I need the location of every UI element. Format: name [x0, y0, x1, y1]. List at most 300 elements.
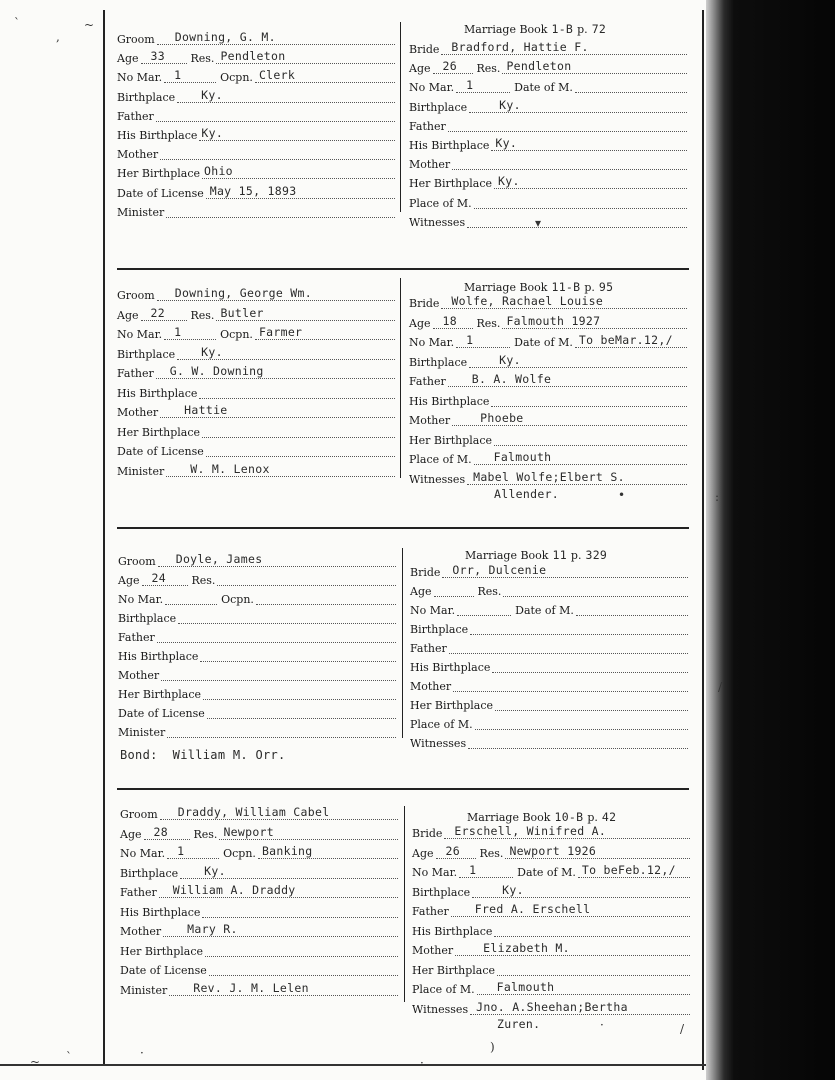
groom-mother-field	[117, 403, 395, 421]
groom-birthplace-field-line	[177, 345, 395, 360]
bride-witnesses-field-line	[467, 213, 687, 228]
bride-mother-field-line	[453, 677, 688, 692]
scan-speck: `	[66, 1050, 72, 1064]
groom-mar-ocpn-field	[120, 844, 398, 862]
groom-minister-field-label: Minister	[120, 983, 168, 997]
groom-mar-ocpn-field	[118, 590, 396, 608]
groom-license-date-field	[120, 961, 398, 979]
groom-minister-field-line	[169, 981, 398, 996]
bride-her-birthplace-field-line	[495, 696, 688, 711]
bride-her-birthplace-field-line	[497, 961, 690, 976]
groom-mother-field-label: Mother	[118, 669, 160, 682]
groom-age-res-field-value-2: Pendleton	[220, 49, 286, 64]
groom-age-res-field-line	[141, 306, 187, 321]
groom-mar-ocpn-field-line	[164, 68, 216, 83]
groom-age-res-field-line-2	[217, 571, 396, 586]
bride-place-field-label: Place of M.	[412, 983, 475, 996]
groom-mother-field-line	[160, 403, 395, 418]
bride-her-birthplace-field-label: Her Birthplace	[412, 963, 496, 977]
groom-license-date-field	[118, 704, 396, 722]
bride-birthplace-field-line	[469, 98, 687, 113]
groom-age-res-field-value-2: Butler	[220, 305, 264, 320]
bride-mar-date-field	[409, 333, 687, 351]
bride-mother-field-label: Mother	[412, 944, 454, 957]
bride-age-res-field-line-2	[503, 582, 688, 597]
groom-minister-field-line	[166, 203, 395, 218]
bride-birthplace-field-label: Birthplace	[409, 355, 468, 369]
bride-mar-date-field-line-2	[576, 601, 688, 616]
bride-father-field	[412, 902, 690, 920]
groom-mar-ocpn-field-label-2: Ocpn.	[221, 593, 254, 606]
groom-birthplace-field-value: Ky.	[204, 863, 226, 878]
scan-speck: /	[680, 1022, 685, 1036]
groom-age-res-field-value-2: Newport	[223, 824, 275, 839]
bride-name-field-label: Bride	[410, 566, 441, 579]
bride-place-field	[409, 194, 687, 212]
bride-mar-date-field	[412, 863, 690, 881]
bride-father-field	[409, 117, 687, 135]
bride-mar-date-field-line-2	[575, 78, 687, 93]
marriage-book-header	[467, 806, 616, 824]
groom-birthplace-field-label: Birthplace	[118, 612, 177, 625]
bride-name-field	[410, 563, 688, 581]
bride-her-birthplace-field-line	[494, 431, 687, 446]
bride-her-birthplace-field-value: Ky.	[498, 174, 520, 189]
bride-age-res-field-value: 26	[442, 59, 457, 74]
groom-mar-ocpn-field-line	[164, 325, 216, 340]
scan-speck: )	[490, 1040, 495, 1054]
page-label: p.	[584, 281, 595, 294]
scan-margin-shadow	[706, 0, 835, 1080]
bride-place-field-line	[474, 450, 687, 465]
column-divider	[400, 278, 401, 478]
groom-mother-field-label: Mother	[117, 148, 159, 162]
groom-license-date-field-label: Date of License	[117, 186, 204, 200]
groom-mar-ocpn-field-label: No Mar.	[120, 847, 166, 860]
groom-her-birthplace-field-value: Ohio	[204, 164, 233, 179]
bride-his-birthplace-field	[410, 658, 688, 676]
groom-age-res-field-line	[144, 825, 190, 840]
bride-name-field-value: Bradford, Hattie F.	[451, 40, 589, 54]
groom-age-res-field-label: Age	[117, 52, 139, 66]
bride-mar-date-field-value: 1	[466, 333, 474, 347]
page-label: p.	[587, 811, 598, 824]
marriage-book-number: 11	[552, 548, 567, 562]
bride-his-birthplace-field-line	[491, 392, 687, 407]
groom-his-birthplace-field	[117, 126, 395, 144]
groom-mother-field-line	[161, 666, 396, 681]
groom-birthplace-field	[118, 609, 396, 627]
groom-mother-field-line	[160, 145, 395, 160]
bride-his-birthplace-field-label: His Birthplace	[412, 924, 493, 938]
bride-mother-field-label: Mother	[410, 680, 452, 693]
bride-her-birthplace-field	[410, 696, 688, 714]
groom-age-res-field	[117, 49, 395, 67]
groom-age-res-field-line-2	[216, 49, 395, 64]
bride-his-birthplace-field-line	[492, 658, 688, 673]
groom-father-field-line	[159, 883, 398, 898]
bride-mar-date-field-label-2: Date of M.	[517, 866, 576, 879]
groom-mar-ocpn-field-label: No Mar.	[117, 71, 163, 85]
bride-mar-date-field	[410, 601, 688, 619]
bride-her-birthplace-field-label: Her Birthplace	[410, 699, 494, 712]
groom-mother-field-value: Hattie	[184, 403, 228, 417]
groom-birthplace-field	[117, 88, 395, 106]
groom-age-res-field-value: 22	[150, 305, 165, 320]
groom-birthplace-field-line	[180, 864, 398, 879]
groom-father-field-label: Father	[117, 367, 154, 380]
groom-her-birthplace-field-label: Her Birthplace	[118, 688, 202, 701]
bride-age-res-field-line-2	[502, 59, 687, 74]
groom-mar-ocpn-field-line	[165, 590, 217, 605]
scan-speck: :	[715, 490, 720, 504]
bride-birthplace-field-label: Birthplace	[410, 623, 469, 636]
bride-birthplace-field-line	[470, 620, 688, 635]
bride-age-res-field	[410, 582, 688, 600]
groom-minister-field-line	[167, 723, 396, 738]
groom-age-res-field-line-2	[219, 825, 398, 840]
groom-name-field-label: Groom	[117, 33, 155, 46]
marriage-book-label: Marriage Book	[464, 281, 548, 294]
marriage-book-header	[464, 18, 606, 36]
bride-witnesses-field-label: Witnesses	[409, 215, 466, 229]
bottom-border-line	[0, 1064, 706, 1066]
bride-age-res-field	[409, 59, 687, 77]
bride-name-field-line	[442, 563, 688, 578]
bride-her-birthplace-field-label: Her Birthplace	[409, 433, 493, 447]
groom-his-birthplace-field-line	[202, 903, 398, 918]
bride-mar-date-field-label-2: Date of M.	[514, 81, 573, 95]
bride-mar-date-field-value-2: To beMar.12,/	[578, 333, 673, 347]
bride-father-field	[409, 372, 687, 390]
groom-name-field-line	[157, 30, 395, 45]
groom-license-date-field-label: Date of License	[118, 707, 205, 720]
groom-father-field	[117, 107, 395, 125]
bride-mother-field	[410, 677, 688, 695]
bride-mother-field	[412, 941, 690, 959]
groom-mar-ocpn-field-line-2	[255, 68, 395, 83]
scan-speck: ,	[56, 30, 60, 44]
bride-place-field-label: Place of M.	[409, 453, 472, 466]
bride-her-birthplace-field	[409, 431, 687, 449]
bride-age-res-field-label: Age	[409, 316, 431, 330]
groom-mar-ocpn-field-value: 1	[177, 844, 185, 858]
bride-place-field-value: Falmouth	[496, 980, 555, 994]
groom-age-res-field-label: Age	[118, 574, 140, 587]
groom-minister-field	[120, 981, 398, 999]
scan-speck: ·	[420, 1056, 424, 1070]
bride-his-birthplace-field	[409, 136, 687, 154]
bride-father-field-label: Father	[409, 119, 446, 133]
groom-mar-ocpn-field-value-2: Banking	[261, 844, 313, 858]
groom-his-birthplace-field-label: His Birthplace	[120, 905, 201, 919]
bride-mother-field-line	[452, 155, 687, 170]
bride-witnesses-field	[410, 734, 688, 752]
groom-age-res-field-value: 24	[151, 571, 166, 585]
groom-age-res-field-line	[142, 571, 188, 586]
bride-age-res-field-value: 26	[445, 843, 460, 858]
groom-name-field-label: Groom	[118, 555, 156, 568]
bride-father-field-line	[451, 902, 690, 917]
bride-age-res-field-label: Age	[412, 846, 434, 860]
groom-license-date-field-value: May 15, 1893	[209, 183, 297, 198]
groom-mar-ocpn-field-label: No Mar.	[118, 593, 164, 606]
groom-birthplace-field-value: Ky.	[201, 344, 223, 359]
bride-father-field-line	[449, 639, 688, 654]
groom-his-birthplace-field-line	[200, 647, 396, 662]
bride-his-birthplace-field	[412, 922, 690, 940]
groom-father-field-line	[156, 107, 395, 122]
bride-her-birthplace-field-label: Her Birthplace	[409, 177, 493, 191]
bride-age-res-field-label-2: Res.	[477, 585, 502, 598]
groom-his-birthplace-field-line	[199, 126, 395, 141]
groom-minister-field	[117, 462, 395, 480]
groom-age-res-field-line	[141, 49, 187, 64]
groom-her-birthplace-field-line	[205, 942, 398, 957]
groom-her-birthplace-field	[117, 423, 395, 441]
bride-birthplace-field	[409, 353, 687, 371]
bride-birthplace-field	[412, 883, 690, 901]
scan-speck: ~	[30, 1055, 41, 1069]
bride-place-field-value: Falmouth	[493, 450, 552, 464]
groom-license-date-field	[117, 184, 395, 202]
scan-speck: `	[14, 16, 20, 30]
bride-mar-date-field-value-2: To beFeb.12,/	[581, 863, 676, 877]
groom-age-res-field-label-2: Res.	[191, 574, 216, 587]
bride-name-field	[409, 294, 687, 312]
groom-mar-ocpn-field-label-2: Ocpn.	[220, 328, 253, 341]
bride-mother-field-line	[455, 941, 690, 956]
bride-mother-field-label: Mother	[409, 414, 451, 427]
groom-license-date-field	[117, 442, 395, 460]
column-divider	[400, 22, 401, 212]
record-separator	[117, 268, 689, 270]
groom-mar-ocpn-field-value-2: Clerk	[258, 68, 296, 83]
bride-place-field	[410, 715, 688, 733]
scan-speck: /	[718, 680, 723, 694]
bride-witnesses-field-label: Witnesses	[412, 1002, 469, 1016]
bride-age-res-field-line	[433, 314, 473, 329]
groom-license-date-field-line	[207, 704, 396, 719]
bride-witnesses-field-label: Witnesses	[410, 737, 467, 750]
bride-his-birthplace-field-line	[494, 922, 690, 937]
groom-minister-field	[117, 203, 395, 221]
bride-mother-field	[409, 411, 687, 429]
groom-name-field-label: Groom	[117, 289, 155, 302]
groom-birthplace-field	[120, 864, 398, 882]
groom-minister-field-value: W. M. Lenox	[190, 461, 270, 476]
groom-age-res-field-value: 33	[150, 49, 165, 64]
bride-birthplace-field-line	[472, 883, 690, 898]
bride-witnesses-field-line	[468, 734, 688, 749]
column-divider	[402, 548, 403, 738]
page-number: 329	[585, 548, 608, 562]
groom-mar-ocpn-field-label-2: Ocpn.	[223, 847, 256, 860]
bride-witnesses-field	[409, 213, 687, 231]
bride-her-birthplace-field	[409, 174, 687, 192]
groom-mar-ocpn-field-line-2	[256, 590, 396, 605]
bride-place-field-label: Place of M.	[410, 718, 473, 731]
bride-her-birthplace-field	[412, 961, 690, 979]
groom-name-field-value: Draddy, William Cabel	[177, 805, 330, 819]
bride-witnesses-continued: Allender.	[494, 486, 560, 501]
bride-father-field-line	[448, 117, 687, 132]
bride-name-field-value: Orr, Dulcenie	[452, 563, 547, 577]
groom-his-birthplace-field-label: His Birthplace	[117, 386, 198, 400]
bride-mar-date-field-line	[457, 601, 511, 616]
bride-place-field-label: Place of M.	[409, 196, 472, 210]
groom-name-field-value: Doyle, James	[175, 552, 263, 566]
right-border-line	[702, 10, 704, 1070]
bride-age-res-field-label-2: Res.	[479, 846, 504, 860]
groom-his-birthplace-field-label: His Birthplace	[118, 650, 199, 663]
bride-mar-date-field-line	[459, 863, 513, 878]
bride-mother-field-value: Phoebe	[480, 411, 524, 425]
groom-his-birthplace-field	[120, 903, 398, 921]
groom-name-field	[120, 805, 398, 823]
bride-witnesses-field	[409, 470, 687, 488]
bride-mar-date-field-label-2: Date of M.	[515, 604, 574, 617]
groom-mother-field	[117, 145, 395, 163]
groom-name-field	[118, 552, 396, 570]
bride-witnesses-continued: Zuren.	[497, 1016, 541, 1031]
bride-mother-field-line	[452, 411, 687, 426]
groom-her-birthplace-field	[118, 685, 396, 703]
groom-license-date-field-label: Date of License	[117, 445, 204, 458]
groom-name-field-line	[160, 805, 398, 820]
bride-mar-date-field-line	[456, 78, 510, 93]
bride-name-field	[412, 824, 690, 842]
bride-name-field-line	[444, 824, 690, 839]
groom-minister-field-line	[166, 462, 395, 477]
marriage-book-label: Marriage Book	[464, 23, 548, 36]
groom-her-birthplace-field-label: Her Birthplace	[117, 425, 201, 439]
groom-age-res-field	[120, 825, 398, 843]
groom-mar-ocpn-field-value-2: Farmer	[258, 325, 303, 339]
bride-his-birthplace-field-label: His Birthplace	[409, 394, 490, 408]
bride-father-field-label: Father	[409, 375, 446, 388]
groom-mother-field-label: Mother	[117, 406, 159, 419]
bride-age-res-field-label-2: Res.	[476, 316, 501, 330]
record-separator	[117, 527, 689, 529]
groom-father-field	[117, 364, 395, 382]
page-label: p.	[577, 23, 588, 36]
bride-age-res-field-label: Age	[409, 62, 431, 76]
bride-mar-date-field-line-2	[575, 333, 687, 348]
groom-her-birthplace-field-label: Her Birthplace	[117, 167, 201, 181]
groom-mar-ocpn-field-line-2	[255, 325, 395, 340]
groom-her-birthplace-field-line	[202, 164, 395, 179]
groom-father-field-line	[157, 628, 396, 643]
bride-name-field-label: Bride	[409, 43, 440, 56]
marriage-book-label: Marriage Book	[467, 811, 551, 824]
groom-birthplace-field-label: Birthplace	[120, 866, 179, 880]
groom-father-field-label: Father	[120, 886, 157, 899]
groom-minister-field-label: Minister	[117, 464, 165, 478]
bride-birthplace-field-value: Ky.	[502, 882, 524, 897]
bride-mar-date-field-label-2: Date of M.	[514, 336, 573, 349]
bride-birthplace-field-label: Birthplace	[412, 885, 471, 899]
groom-name-field	[117, 286, 395, 304]
scan-speck: ·	[140, 1046, 144, 1060]
groom-birthplace-field-line	[178, 609, 396, 624]
groom-license-date-field-label: Date of License	[120, 964, 207, 977]
groom-mother-field-label: Mother	[120, 925, 162, 938]
marriage-book-number: 10-B	[554, 810, 584, 824]
bride-name-field-label: Bride	[412, 827, 443, 840]
bride-place-field-line	[474, 194, 687, 209]
bride-name-field-line	[441, 40, 687, 55]
bride-witnesses-field-label: Witnesses	[409, 472, 466, 486]
bride-mar-date-field-value: 1	[466, 78, 474, 93]
marriage-book-header	[465, 544, 607, 562]
bride-mother-field-value: Elizabeth M.	[483, 941, 570, 955]
bride-his-birthplace-field-label: His Birthplace	[410, 661, 491, 674]
groom-birthplace-field-label: Birthplace	[117, 347, 176, 361]
groom-minister-field-label: Minister	[117, 205, 165, 219]
bride-birthplace-field	[410, 620, 688, 638]
groom-minister-field-value: Rev. J. M. Lelen	[193, 980, 309, 995]
groom-father-field-label: Father	[117, 109, 154, 123]
marriage-book-number: 11-B	[551, 280, 581, 294]
bride-witnesses-field-value: Jno. A.Sheehan;Bertha	[476, 999, 628, 1014]
bride-mother-field	[409, 155, 687, 173]
groom-mar-ocpn-field	[117, 68, 395, 86]
bride-mar-date-field	[409, 78, 687, 96]
groom-her-birthplace-field	[120, 942, 398, 960]
bride-his-birthplace-field-label: His Birthplace	[409, 139, 490, 152]
groom-father-field-value: William A. Draddy	[172, 883, 296, 897]
groom-father-field-value: G. W. Downing	[169, 364, 264, 378]
bride-name-field-line	[441, 294, 687, 309]
bride-age-res-field-line-2	[502, 314, 687, 329]
groom-mar-ocpn-field-label-2: Ocpn.	[220, 71, 253, 85]
groom-mar-ocpn-field-value: 1	[174, 325, 182, 339]
page-number: 42	[601, 810, 617, 824]
bride-age-res-field-value-2: Newport 1926	[509, 843, 597, 858]
bride-name-field	[409, 40, 687, 58]
bride-mar-date-field-label: No Mar.	[412, 866, 458, 879]
record-separator	[117, 788, 689, 790]
groom-age-res-field	[117, 306, 395, 324]
groom-birthplace-field-label: Birthplace	[117, 90, 176, 104]
bride-his-birthplace-field-value: Ky.	[495, 136, 518, 150]
bride-age-res-field-label-2: Res.	[476, 62, 501, 76]
bride-mar-date-field-line	[456, 333, 510, 348]
bride-name-field-value: Erschell, Winifred A.	[454, 824, 607, 838]
groom-license-date-field-line	[206, 184, 395, 199]
bride-birthplace-field-value: Ky.	[499, 352, 521, 367]
scan-speck: ▾	[535, 216, 542, 230]
bride-birthplace-field	[409, 98, 687, 116]
groom-age-res-field-label: Age	[117, 308, 139, 322]
groom-minister-field-label: Minister	[118, 726, 166, 739]
groom-mar-ocpn-field-line-2	[258, 844, 398, 859]
groom-name-field-value: Downing, G. M.	[174, 30, 276, 44]
bride-mar-date-field-line-2	[578, 863, 690, 878]
bride-father-field	[410, 639, 688, 657]
groom-his-birthplace-field-label: His Birthplace	[117, 129, 198, 142]
groom-her-birthplace-field	[117, 164, 395, 182]
groom-mother-field	[118, 666, 396, 684]
groom-name-field-label: Groom	[120, 808, 158, 821]
bride-father-field-value: Fred A. Erschell	[474, 902, 591, 916]
bride-place-field	[409, 450, 687, 468]
bride-mar-date-field-label: No Mar.	[410, 604, 456, 617]
groom-mar-ocpn-field-value: 1	[174, 68, 182, 83]
page-label: p.	[570, 549, 582, 562]
groom-mother-field-line	[163, 922, 398, 937]
